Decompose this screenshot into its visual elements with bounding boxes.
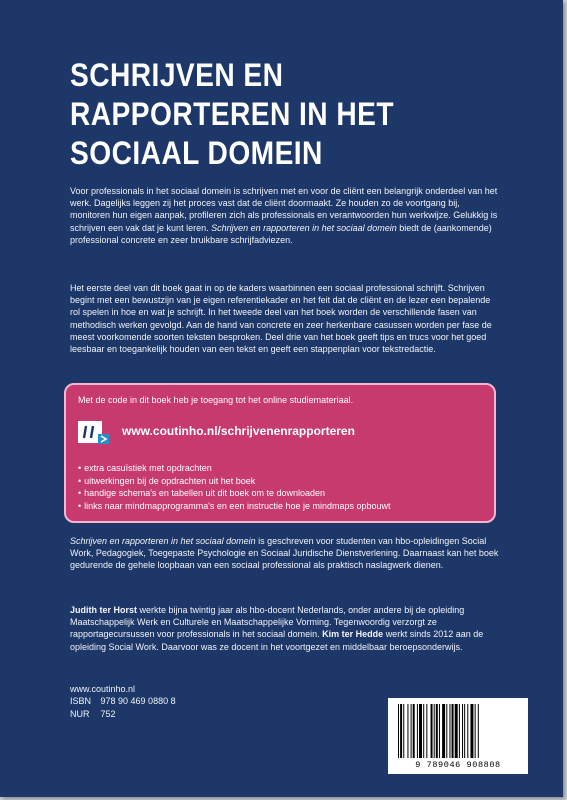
promo-intro: Met de code in dit boek heb je toegang tot het online studiemateriaal.	[78, 395, 354, 405]
barcode-bar	[426, 704, 427, 758]
book-title-italic: Schrijven en rapporteren in het sociaal domein	[211, 222, 397, 233]
barcode-bar	[419, 704, 422, 758]
barcode-bar	[411, 704, 412, 758]
barcode-icon	[396, 704, 520, 760]
book-title-italic: Schrijven en rapporteren in het sociaal domein	[70, 536, 256, 546]
barcode-bar	[459, 704, 460, 758]
barcode-bar	[423, 704, 424, 758]
barcode-bar	[442, 704, 445, 758]
author-name: Kim ter Hedde	[322, 629, 384, 640]
barcode-bar	[398, 704, 399, 758]
nur-value: 752	[100, 708, 116, 719]
barcode-bar	[400, 704, 402, 758]
book-title: SCHRIJVEN EN RAPPORTEREN IN HET SOCIAAL DOMEIN	[70, 57, 394, 171]
isbn-row	[70, 695, 176, 707]
barcode-bar	[403, 704, 404, 758]
list-item: • handige schema's en tabellen uit dit boek om te downloaden	[78, 487, 391, 500]
barcode-bar	[462, 704, 463, 758]
isbn-barcode	[388, 698, 528, 774]
publication-info	[70, 683, 176, 720]
author-bio: werkt sinds 2012 aan de opleiding Social Work. Daarvoor was ze docent in het voortgezet en middelbaar beroepsonderwijs.	[70, 629, 484, 652]
audience-paragraph	[70, 535, 500, 572]
barcode-bar	[431, 704, 433, 758]
barcode-bar	[449, 704, 450, 758]
list-item: • extra casuïstiek met opdrachten	[78, 462, 391, 475]
description-paragraph-2: Het eerste deel van dit boek gaat in op de kaders waarbinnen een sociaal professional schrijft. Schrijven begint met een bewustzijn van je eigen referentiekader en het feit dat de cliënt en de lezer een bepalende rol spelen in hoe en wat je schrijft. In het tweede deel van het boek worden de verschillende fasen van methodisch werken gevolgd. Aan de hand van concrete en zeer herkenbare casussen worden per fase de meest voorkomende soorten teksten besproken. Deel drie van het boek geeft tips en trucs voor het goed leesbaar en toegankelijk houden van een tekst en geeft een stappenplan voor tekstredactie.	[70, 283, 492, 355]
description-text: biedt de (aankomende) professional concrete en zeer bruikbare schrijfadviezen.	[70, 222, 492, 245]
list-item: • uitwerkingen bij de opdrachten uit het boek	[78, 475, 391, 488]
barcode-bar	[452, 704, 454, 758]
description-text: Voor professionals in het sociaal domein is schrijven met en voor de cliënt een belangrijk onderdeel van het werk. Dagelijks leggen zij het proces vast dat de cliënt doormaakt. Ze houden zo de voortgang bij, monitoren hun eigen aanpak, profileren zich als professionals en verantwoorden hun werkwijze. Gelukkig is schrijven een vak dat je kunt leren.	[70, 186, 498, 233]
promo-feature-list	[78, 462, 391, 512]
author-name: Judith ter Horst	[70, 605, 138, 615]
audience-text: is geschreven voor studenten van hbo-opleidingen Social Work, Pedagogiek, Toegepaste Psychologie en Sociaal Juridische Dienstverlening. Daarnaast kan het boek gedurende de gehele loopbaan van een sociaal professional als praktisch naslagwerk dienen.	[70, 536, 499, 571]
authors-paragraph	[70, 604, 500, 653]
isbn-label: ISBN	[70, 696, 92, 707]
barcode-bar	[413, 704, 415, 758]
barcode-bar	[478, 704, 479, 758]
barcode-bar	[407, 704, 408, 758]
description-paragraph-1	[70, 185, 500, 246]
isbn-value: 978 90 469 0880 8	[100, 696, 176, 707]
promo-url-link[interactable]: www.coutinho.nl/schrijvenenrapporteren	[122, 424, 355, 438]
online-material-box	[64, 383, 496, 523]
publisher-website: www.coutinho.nl	[70, 684, 136, 694]
coutinho-online-icon	[78, 421, 110, 445]
barcode-number: 9 789046 908808	[415, 760, 501, 770]
barcode-bar	[475, 704, 476, 758]
barcode-bar	[470, 704, 473, 758]
barcode-bar	[464, 704, 465, 758]
barcode-bar	[439, 704, 440, 758]
author-bio: werkte bijna twintig jaar als hbo-docent Nederlands, onder andere bij de opleiding Maatschappelijk Werk en Culturele en Maatschappelijke Vorming. Tegenwoordig verzorgt ze rapportagecursussen voor professionals in het sociaal domein.	[70, 605, 465, 640]
barcode-bar	[436, 704, 438, 758]
nur-label: NUR	[70, 708, 90, 719]
list-item: • links naar mindmapprogramma's en een instructie hoe je mindmaps opbouwt	[78, 500, 391, 513]
barcode-bar	[446, 704, 447, 758]
barcode-bar	[434, 704, 435, 758]
nur-row	[70, 708, 176, 720]
barcode-bar	[467, 704, 468, 758]
barcode-bar	[455, 704, 458, 758]
barcode-bar	[417, 704, 418, 758]
